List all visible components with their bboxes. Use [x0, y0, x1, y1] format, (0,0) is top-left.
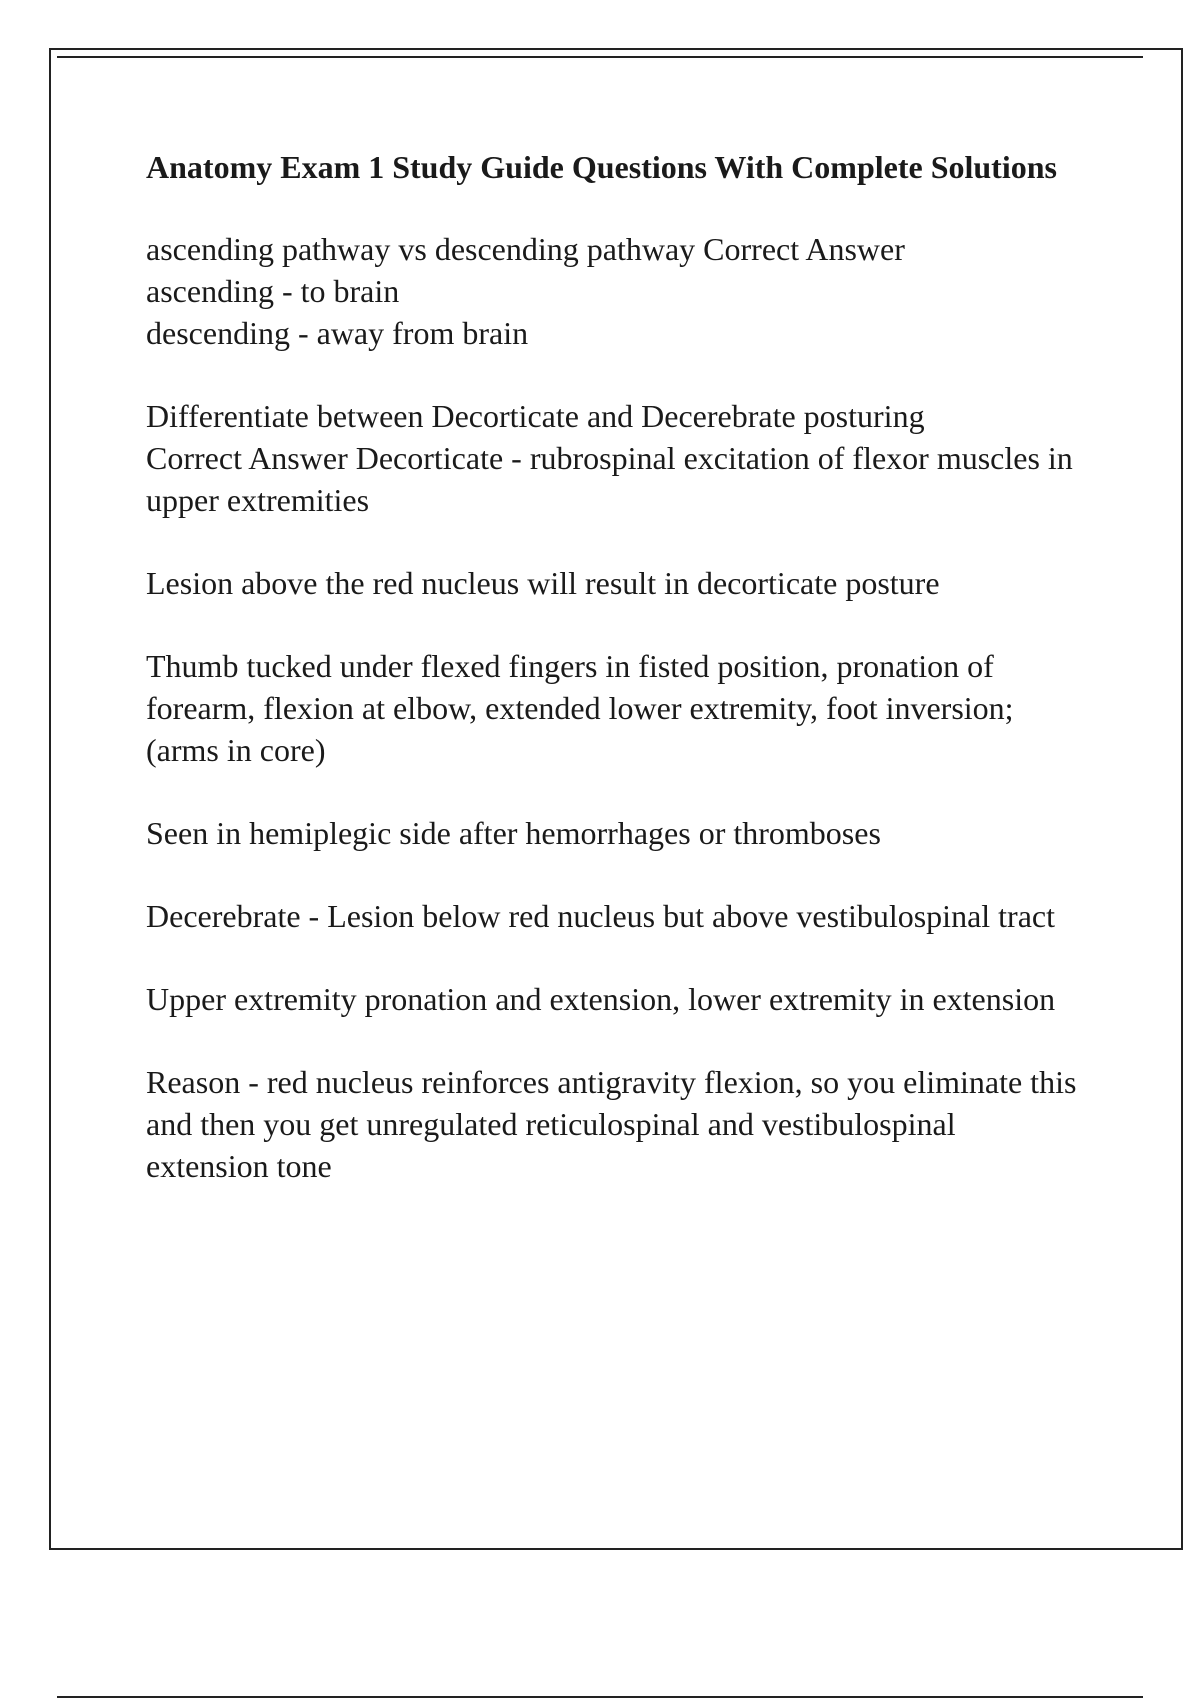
paragraph-upper-extremity: Upper extremity pronation and extension, lower extremity in extension — [146, 981, 1056, 1017]
document-body — [146, 146, 1086, 1228]
paragraph-hemiplegic: Seen in hemiplegic side after hemorrhages or thromboses — [146, 815, 881, 851]
paragraph-decorticate-decerebrate: Differentiate between Decorticate and Decerebrate posturing Correct Answer Decorticate - rubrospinal excitation of flexor muscles in upper extremities — [146, 398, 1073, 518]
footer-rule — [57, 1696, 1143, 1698]
paragraph-thumb-tucked: Thumb tucked under flexed fingers in fisted position, pronation of forearm, flexion at elbow, extended lower extremity, foot inversion; (arms in core) — [146, 648, 1014, 768]
paragraph-reason: Reason - red nucleus reinforces antigravity flexion, so you eliminate this and then you get unregulated reticulospinal and vestibulospinal extension tone — [146, 1064, 1077, 1184]
paragraph-lesion-above: Lesion above the red nucleus will result in decorticate posture — [146, 565, 940, 601]
document-title: Anatomy Exam 1 Study Guide Questions With Complete Solutions — [146, 149, 1057, 185]
paragraph-ascending-descending: ascending pathway vs descending pathway Correct Answer ascending - to brain descending - away from brain — [146, 231, 905, 351]
header-rule — [57, 56, 1143, 58]
paragraph-decerebrate: Decerebrate - Lesion below red nucleus but above vestibulospinal tract — [146, 898, 1055, 934]
